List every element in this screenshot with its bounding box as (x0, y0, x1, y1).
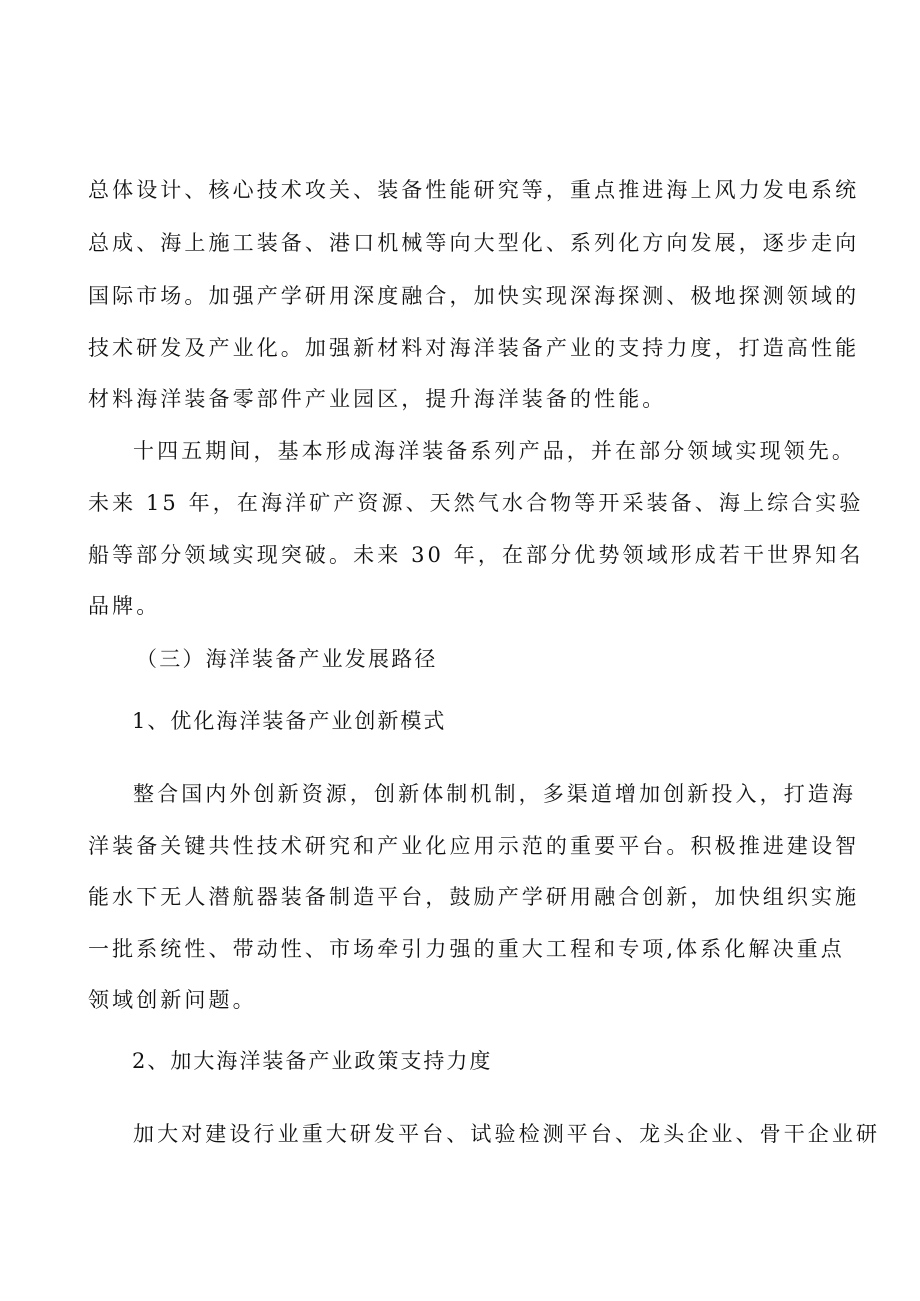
paragraph-1-line-4: 技术研发及产业化。加强新材料对海洋装备产业的支持力度，打造高性能 (88, 336, 860, 360)
paragraph-3-line-2: 洋装备关键共性技术研究和产业化应用示范的重要平台。积极推进建设智 (88, 834, 860, 858)
paragraph-3-line-3: 能水下无人潜航器装备制造平台，鼓励产学研用融合创新，加快组织实施 (88, 885, 860, 909)
paragraph-1-line-1: 总体设计、核心技术攻关、装备性能研究等，重点推进海上风力发电系统 (88, 178, 860, 202)
paragraph-4-line-1: 加大对建设行业重大研发平台、试验检测平台、龙头企业、骨干企业研 (133, 1122, 881, 1146)
paragraph-2-line-3: 船等部分领域实现突破。未来 30 年，在部分优势领域形成若干世界知名 (88, 543, 864, 567)
paragraph-1-line-2: 总成、海上施工装备、港口机械等向大型化、系列化方向发展，逐步走向 (88, 231, 860, 255)
paragraph-3-line-5: 领域创新问题。 (88, 988, 257, 1012)
section-heading: （三）海洋装备产业发展路径 (136, 647, 438, 671)
subheading-2: 2、加大海洋装备产业政策支持力度 (132, 1049, 493, 1073)
paragraph-2-line-2: 未来 15 年，在海洋矿产资源、天然气水合物等开采装备、海上综合实验 (88, 491, 864, 515)
paragraph-1-line-5: 材料海洋装备零部件产业园区，提升海洋装备的性能。 (88, 387, 667, 411)
paragraph-2-line-4: 品牌。 (88, 594, 161, 618)
subheading-1: 1、优化海洋装备产业创新模式 (132, 709, 447, 733)
paragraph-1-line-3: 国际市场。加强产学研用深度融合，加快实现深海探测、极地探测领域的 (88, 284, 860, 308)
paragraph-2-line-1: 十四五期间，基本形成海洋装备系列产品，并在部分领域实现领先。 (133, 439, 856, 463)
paragraph-3-line-1: 整合国内外创新资源，创新体制机制，多渠道增加创新投入，打造海 (133, 782, 856, 806)
paragraph-3-line-4: 一批系统性、带动性、市场牵引力强的重大工程和专项,体系化解决重点 (88, 937, 845, 961)
